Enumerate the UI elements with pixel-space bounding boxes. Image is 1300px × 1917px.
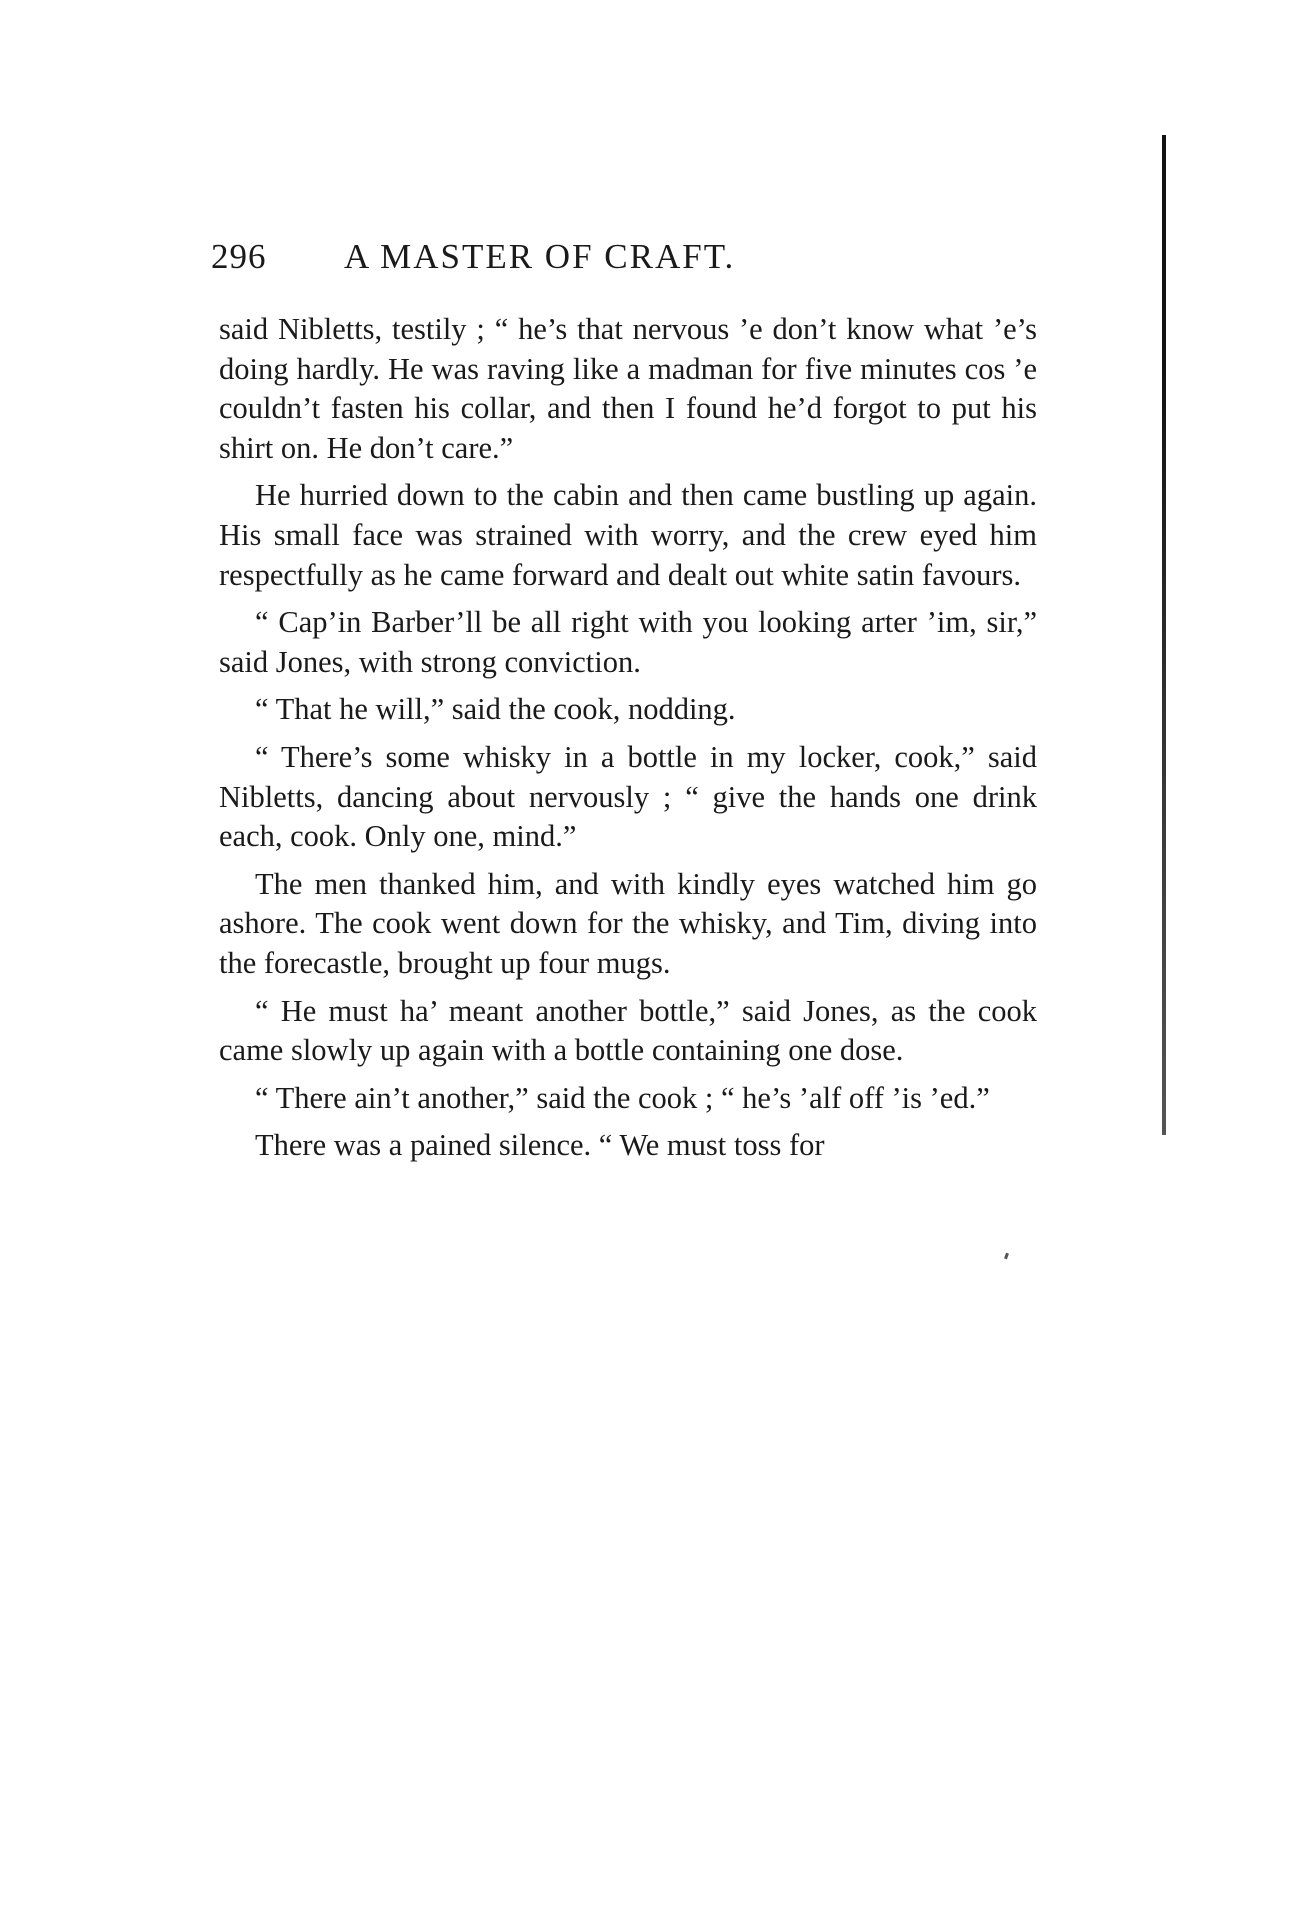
paragraph: “ He must ha’ meant another bottle,” said Jones, as the cook came slowly up again with a bottle containing one dose. bbox=[219, 993, 1037, 1068]
running-title: A MASTER OF CRAFT. bbox=[344, 237, 736, 276]
paragraph: “ There ain’t another,” said the cook ; “ he’s ’alf off ’is ’ed.” bbox=[255, 1080, 990, 1115]
page-number: 296 bbox=[211, 237, 267, 276]
paragraph: There was a pained silence. “ We must toss for bbox=[255, 1128, 825, 1163]
paragraph: The men thanked him, and with kindly eyes watched him go ashore. The cook went down for the whisky, and Tim, diving into the forecastle, brought up four mugs. bbox=[219, 866, 1037, 980]
paragraph: He hurried down to the cabin and then came bustling up again. His small face was strained with worry, and the crew eyed him respectfully as he came forward and dealt out white satin favours. bbox=[219, 478, 1037, 592]
scan-edge-line bbox=[1162, 135, 1166, 1135]
paragraph: “ Cap’in Barber’ll be all right with you looking arter ’im, sir,” said Jones, with strong conviction. bbox=[219, 605, 1037, 679]
paragraph: “ There’s some whisky in a bottle in my locker, cook,” said Nibletts, dancing about nervously ; “ give the hands one drink each, cook. Only one, mind.” bbox=[219, 739, 1037, 854]
page-header bbox=[211, 235, 851, 279]
paragraph: “ That he will,” said the cook, nodding. bbox=[255, 692, 736, 727]
paragraph-continuation: said Nibletts, testily ; “ he’s that nervous ’e don’t know what ’e’s doing hardly. He was raving like a madman for five minutes cos ’e couldn’t fasten his collar, and then I found he’d forgot to put his shirt on. He don’t care.” bbox=[219, 312, 1037, 465]
body-text bbox=[219, 310, 1037, 1166]
scan-speck bbox=[1004, 1253, 1009, 1260]
